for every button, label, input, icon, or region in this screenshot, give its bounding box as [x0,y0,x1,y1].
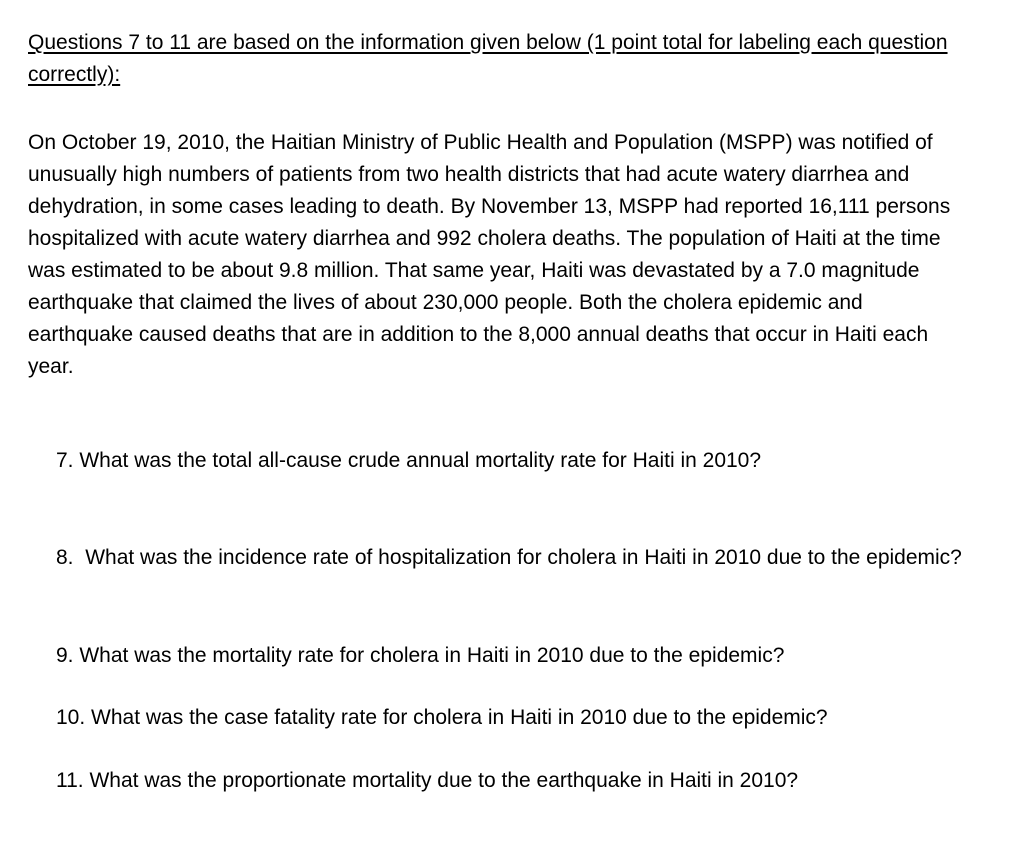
question-7 [56,445,976,477]
question-9 [56,640,976,672]
question-11 [56,765,976,797]
document-page [28,27,988,792]
question-10 [56,702,976,734]
question-text: What was the total all-cause crude annual mortality rate for Haiti in 2010? [79,449,762,472]
question-text: What was the incidence rate of hospitalization for cholera in Haiti in 2010 due to the epidemic? [85,546,962,569]
question-number: 10. [56,706,86,729]
question-text: What was the proportionate mortality due to the earthquake in Haiti in 2010? [89,769,799,792]
question-number: 8. [56,546,74,569]
case-passage: On October 19, 2010, the Haitian Ministry of Public Health and Population (MSPP) was notified of unusually high numbers of patients from two health districts that had acute watery diarrhea and dehydration, in some cases leading to death. By November 13, MSPP had reported 16,111 persons hospitalized with acute watery diarrhea and 992 cholera deaths. The population of Haiti at the time was estimated to be about 9.8 million. That same year, Haiti was devastated by a 7.0 magnitude earthquake that claimed the lives of about 230,000 people. Both the cholera epidemic and earthquake caused deaths that are in addition to the 8,000 annual deaths that occur in Haiti each year. [28,131,951,378]
question-number: 9. [56,644,74,667]
question-8 [56,542,1002,574]
question-number: 11. [56,769,84,792]
instructions-heading: Questions 7 to 11 are based on the information given below (1 point total for labeling each question correctly): [28,31,948,86]
question-number: 7. [56,449,74,472]
question-text: What was the mortality rate for cholera in Haiti in 2010 due to the epidemic? [79,644,785,667]
question-text: What was the case fatality rate for cholera in Haiti in 2010 due to the epidemic? [91,706,828,729]
